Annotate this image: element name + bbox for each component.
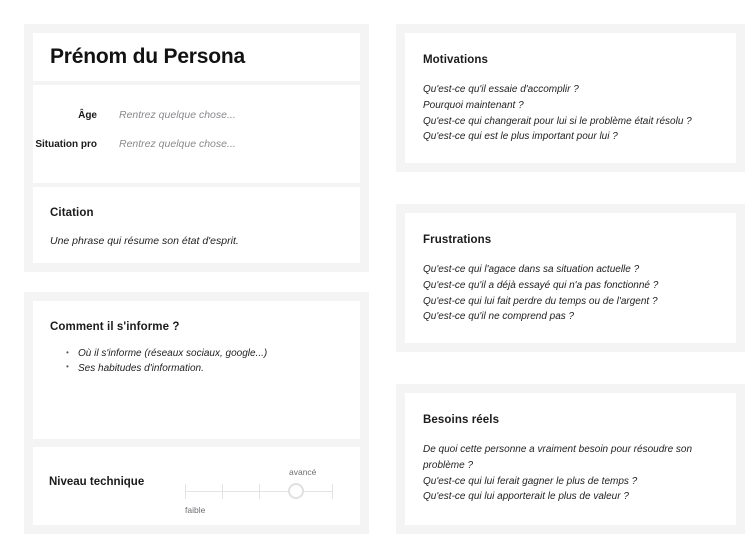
field-label-situation-pro: Situation pro	[35, 138, 97, 150]
prompt-line: Qu'est-ce qui l'agace dans sa situation actuelle ?	[423, 264, 640, 275]
motivations-content[interactable]	[423, 82, 718, 145]
citation-input[interactable]: Une phrase qui résume son état d'esprit.	[50, 235, 239, 247]
prompt-line: Qu'est-ce qu'il essaie d'accomplir ?	[423, 84, 579, 95]
persona-identity-group	[24, 24, 369, 272]
citation-title: Citation	[50, 207, 94, 219]
citation-card	[33, 187, 360, 263]
besoins-card	[405, 393, 736, 525]
besoins-content[interactable]	[423, 442, 718, 505]
besoins-title: Besoins réels	[423, 414, 500, 426]
motivations-card	[405, 33, 736, 163]
info-sources-card	[33, 301, 360, 439]
prompt-line: Qu'est-ce qui lui fait perdre du temps ou de l'argent ?	[423, 295, 658, 307]
situation-pro-input[interactable]: Rentrez quelque chose...	[119, 138, 236, 150]
besoins-group	[396, 384, 745, 534]
frustrations-content[interactable]	[423, 262, 718, 325]
info-sources-title: Comment il s'informe ?	[50, 321, 180, 333]
slider-high-label: avancé	[289, 467, 317, 477]
slider-tick	[222, 484, 223, 499]
prompt-line: Qu'est-ce qui est le plus important pour lui ?	[423, 131, 618, 143]
list-item[interactable]: • Où il s'informe (réseaux sociaux, google...)	[66, 347, 343, 362]
prompt-line: De quoi cette personne a vraiment besoin pour résoudre son problème ?	[423, 444, 693, 471]
tech-level-slider[interactable]	[185, 469, 335, 515]
persona-title-card[interactable]	[33, 33, 360, 81]
list-item[interactable]: • Ses habitudes d'information.	[66, 362, 343, 377]
motivations-group	[396, 24, 745, 172]
prompt-line: Qu'est-ce qui changerait pour lui si le problème était résolu ?	[423, 115, 692, 127]
slider-tick	[332, 484, 333, 499]
frustrations-group	[396, 204, 745, 352]
prompt-line: Qu'est-ce qui lui apporterait le plus de valeur ?	[423, 491, 629, 503]
frustrations-title: Frustrations	[423, 234, 492, 246]
age-input[interactable]: Rentrez quelque chose...	[119, 109, 236, 121]
field-row-age[interactable]	[33, 109, 360, 121]
persona-habits-group	[24, 292, 369, 534]
prompt-line: Qu'est-ce qui lui ferait gagner le plus de temps ?	[423, 475, 638, 487]
slider-tick	[259, 484, 260, 499]
motivations-title: Motivations	[423, 54, 488, 66]
persona-fields-card	[33, 85, 360, 183]
tech-level-label: Niveau technique	[49, 476, 145, 488]
prompt-line: Qu'est-ce qu'il a déjà essayé qui n'a pas fonctionné ?	[423, 279, 659, 291]
frustrations-card	[405, 213, 736, 343]
field-label-age: Âge	[78, 109, 97, 121]
slider-handle[interactable]	[288, 483, 304, 499]
page-title: Prénom du Persona	[50, 45, 245, 68]
tech-level-card	[33, 447, 360, 525]
slider-tick	[185, 484, 186, 499]
prompt-line: Qu'est-ce qu'il ne comprend pas ?	[423, 311, 575, 323]
field-row-situation-pro[interactable]	[33, 138, 360, 150]
prompt-line: Pourquoi maintenant ?	[423, 99, 524, 111]
info-sources-list	[50, 347, 343, 376]
slider-low-label: faible	[185, 505, 206, 515]
